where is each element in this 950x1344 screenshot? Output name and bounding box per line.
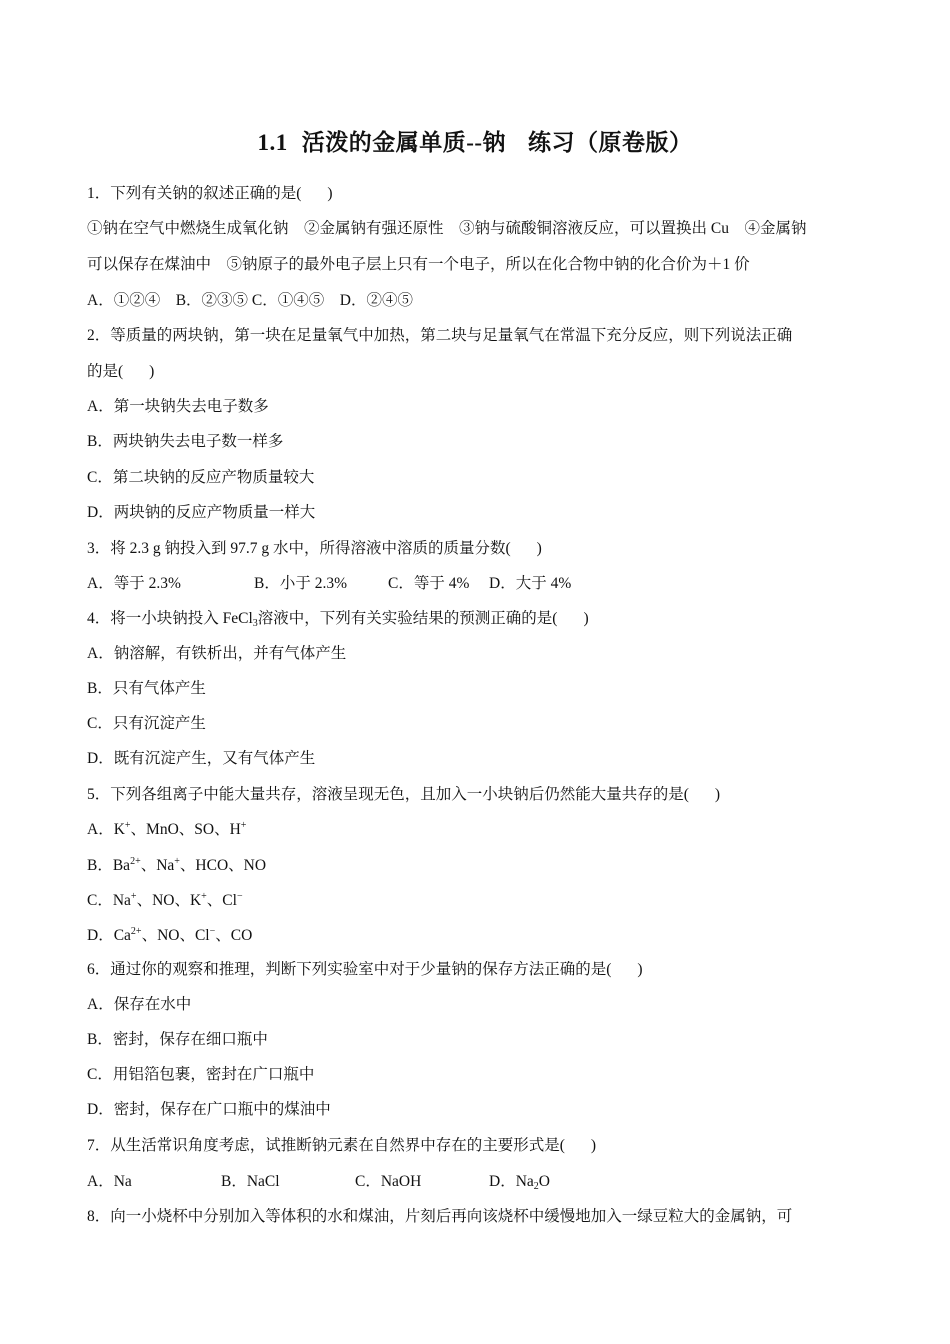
question-4-option-b: B．只有气体产生 xyxy=(87,680,206,697)
question-4-stem: 4．将一小块钠投入 FeCl$_3$溶液中，下列有关实验结果的预测正确的是( ) xyxy=(87,610,589,629)
question-2-option-c: C．第二块钠的反应产物质量较大 xyxy=(87,469,315,486)
question-6-option-a: A．保存在水中 xyxy=(87,996,192,1013)
question-7-option-b: B．NaCl xyxy=(221,1173,280,1190)
question-5-option-d: D．$Ca^{2+}$、NO、Cl−、CO xyxy=(87,926,253,944)
question-3-options xyxy=(87,574,571,594)
question-1-options: A．①②④ B．②③⑤ C．①④⑤ D．②④⑤ xyxy=(87,292,413,309)
question-1-statements-line1: ①钠在空气中燃烧生成氧化钠 ②金属钠有强还原性 ③钠与硫酸铜溶液反应，可以置换出 Cu ④金属钠 xyxy=(87,220,807,237)
question-2-option-b: B．两块钠失去电子数一样多 xyxy=(87,433,284,450)
question-3-option-c: C．等于 4% xyxy=(388,575,470,592)
question-7-option-c: C．NaOH xyxy=(355,1173,422,1190)
question-1-stem: 1．下列有关钠的叙述正确的是( ) xyxy=(87,185,333,202)
question-3-option-d: D．大于 4% xyxy=(489,575,572,592)
question-4-option-d: D．既有沉淀产生，又有气体产生 xyxy=(87,750,316,767)
question-6-option-b: B．密封，保存在细口瓶中 xyxy=(87,1031,268,1048)
title-main: 活泼的金属单质--钠 xyxy=(301,130,507,155)
question-7-option-d: D．$Na_2O$ xyxy=(489,1173,550,1192)
question-7-option-a: A．Na xyxy=(87,1173,132,1190)
question-4-option-a: A．钠溶解，有铁析出，并有气体产生 xyxy=(87,645,347,662)
question-1-statements-line2: 可以保存在煤油中 ⑤钠原子的最外电子层上只有一个电子，所以在化合物中钠的化合价为＋1 价 xyxy=(87,256,750,273)
question-4-option-c: C．只有沉淀产生 xyxy=(87,715,206,732)
question-3-option-b: B．小于 2.3% xyxy=(254,575,348,592)
question-5-option-c: C．Na+、NO、K+、Cl− xyxy=(87,891,243,909)
question-3-option-a: A．等于 2.3% xyxy=(87,575,181,592)
question-2-option-d: D．两块钠的反应产物质量一样大 xyxy=(87,504,316,521)
question-7-stem: 7．从生活常识角度考虑，试推断钠元素在自然界中存在的主要形式是( ) xyxy=(87,1137,597,1154)
question-6-option-d: D．密封，保存在广口瓶中的煤油中 xyxy=(87,1101,331,1118)
question-6-stem: 6．通过你的观察和推理，判断下列实验室中对于少量钠的保存方法正确的是( ) xyxy=(87,961,643,978)
question-8-stem-line1: 8．向一小烧杯中分别加入等体积的水和煤油，片刻后再向该烧杯中缓慢地加入一绿豆粒大的金属钠，可 xyxy=(87,1208,793,1225)
question-2-stem-line2: 的是( ) xyxy=(87,363,155,380)
title-sub: 练习（原卷版） xyxy=(528,130,693,155)
question-3-stem: 3．将 2.3 g 钠投入到 97.7 g 水中，所得溶液中溶质的质量分数( ) xyxy=(87,540,542,557)
question-5-option-b: B．$Ba^{2+}$、Na+、HCO、NO xyxy=(87,856,267,874)
question-2-option-a: A．第一块钠失去电子数多 xyxy=(87,398,269,415)
question-5-stem: 5．下列各组离子中能大量共存，溶液呈现无色，且加入一小块钠后仍然能大量共存的是( ) xyxy=(87,786,721,803)
question-7-options xyxy=(87,1172,550,1192)
question-5-option-a: A．K+、MnO、SO、H+ xyxy=(87,820,247,838)
question-2-stem-line1: 2．等质量的两块钠，第一块在足量氧气中加热，第二块与足量氧气在常温下充分反应，则下列说法正确 xyxy=(87,327,793,344)
title-number: 1.1 xyxy=(257,130,288,155)
question-6-option-c: C．用铝箔包裹，密封在广口瓶中 xyxy=(87,1066,315,1083)
page-title xyxy=(0,124,950,157)
